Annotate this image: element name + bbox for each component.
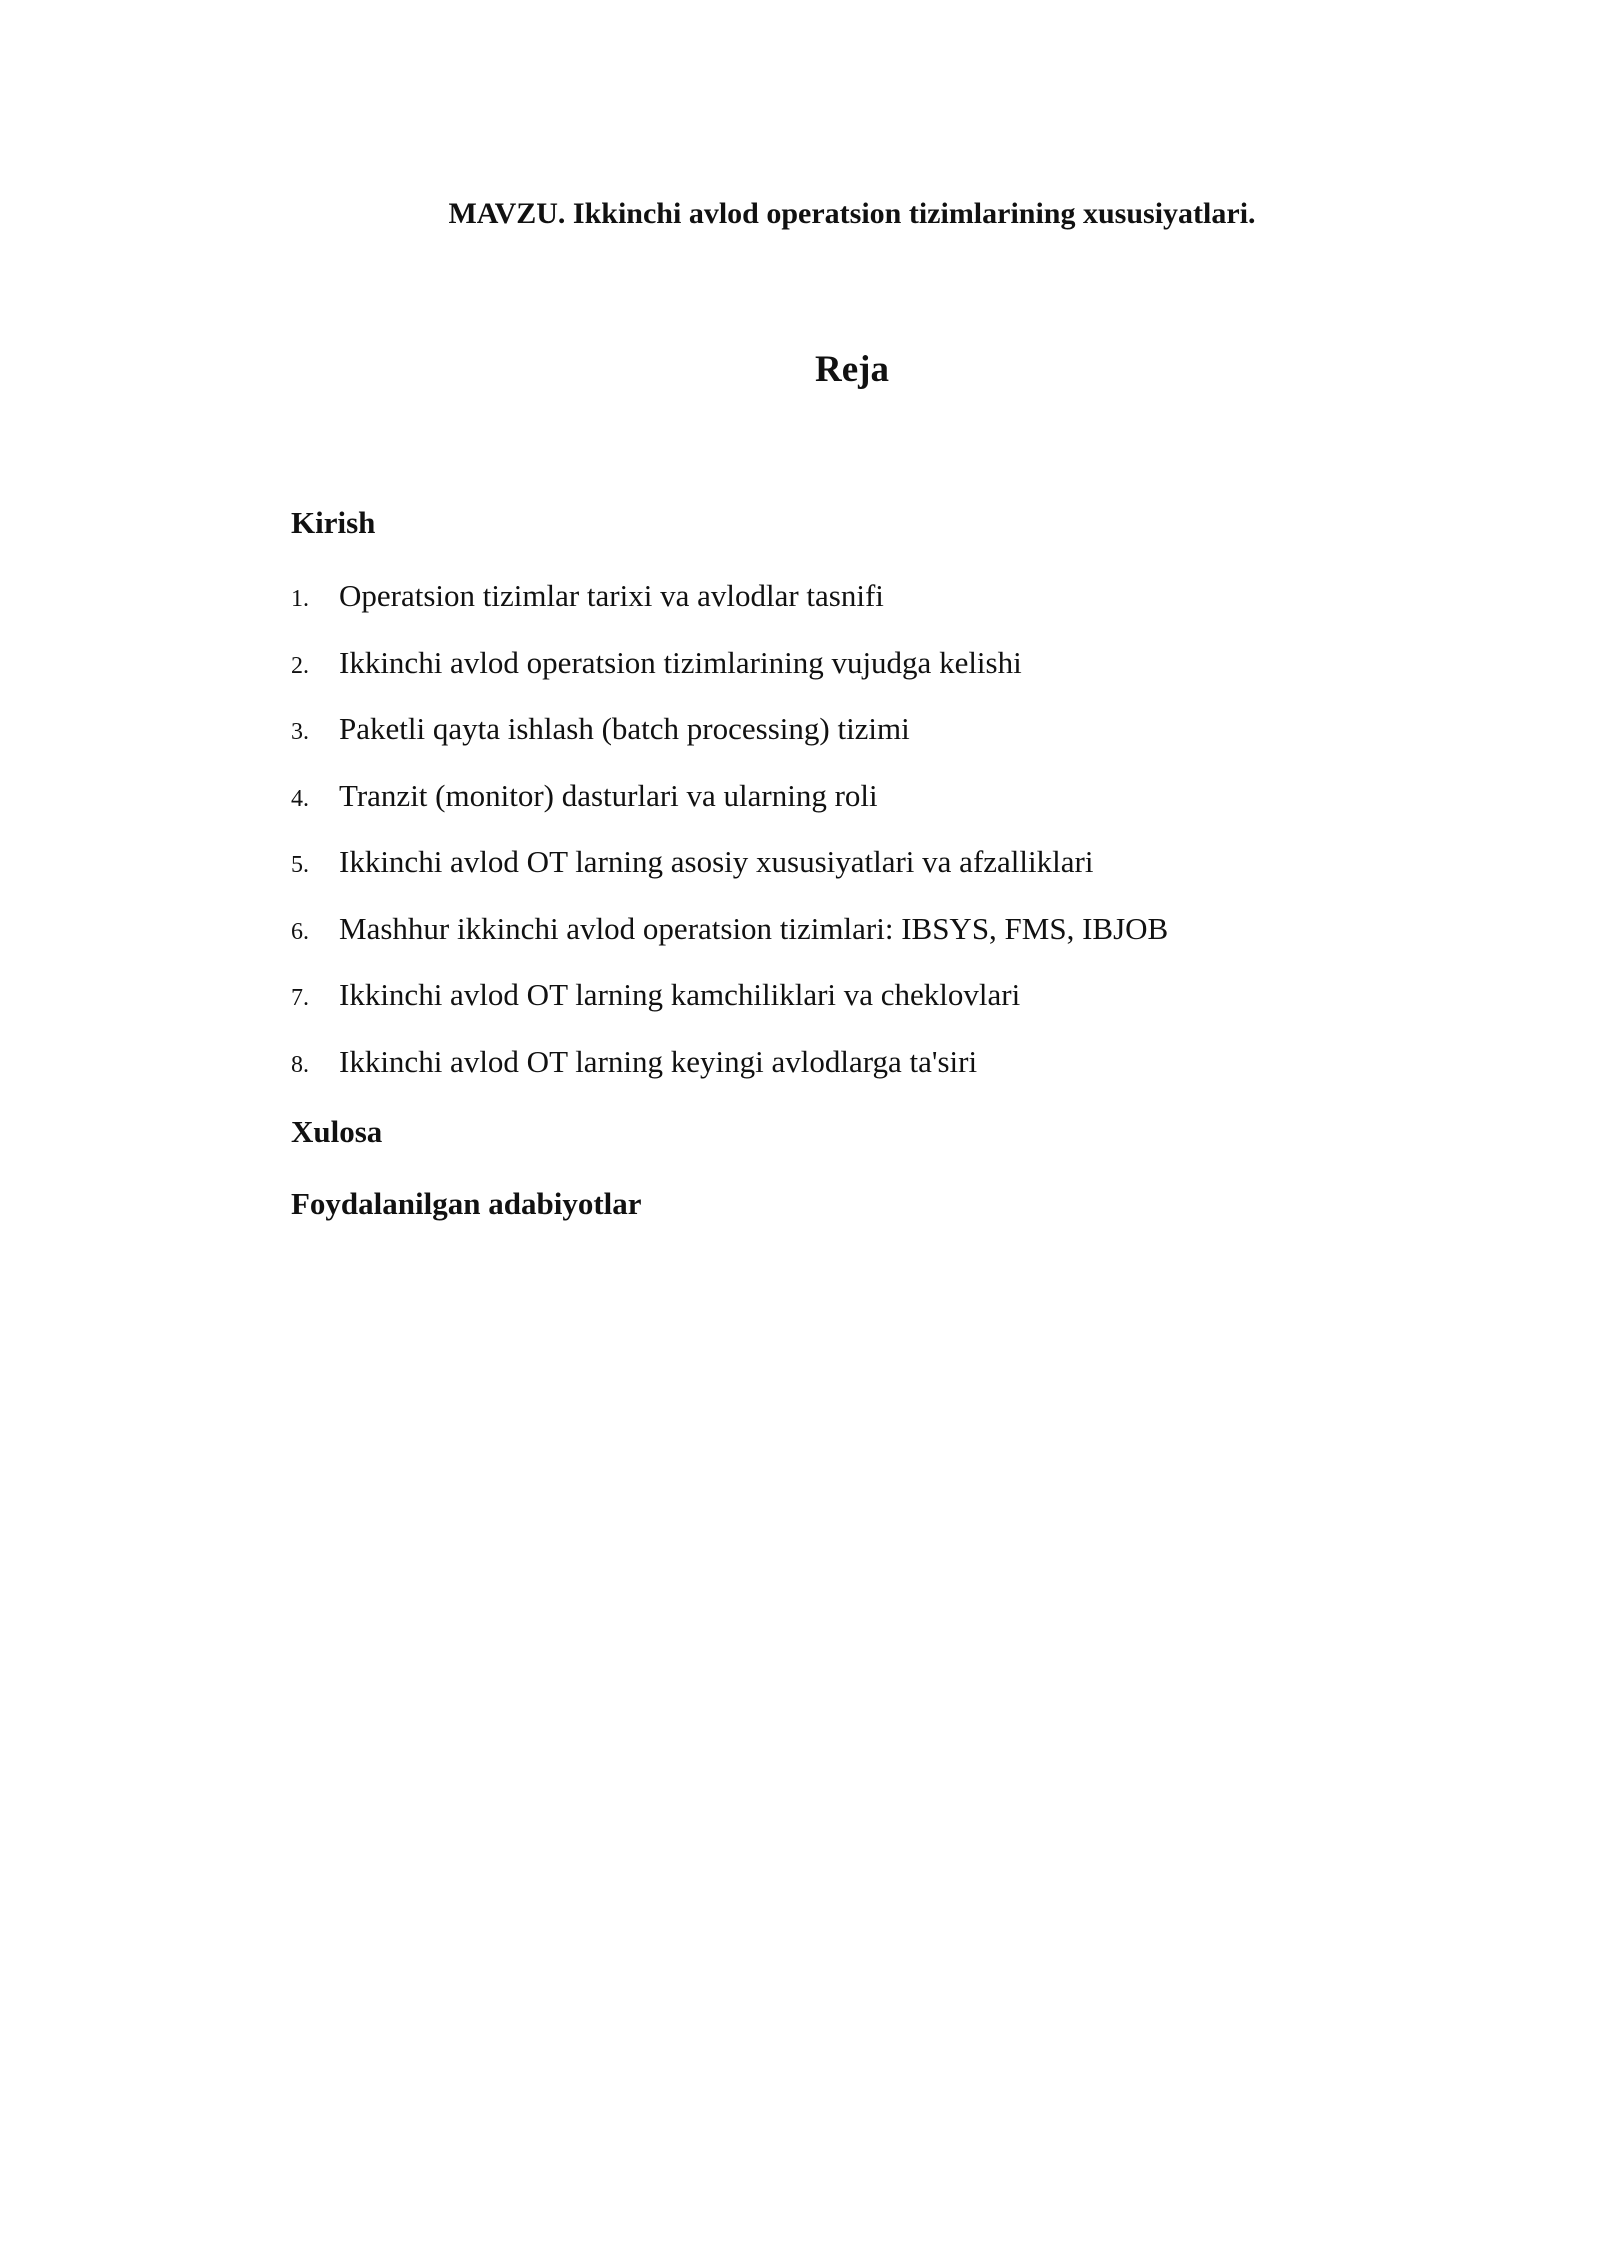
list-item	[291, 776, 1168, 843]
list-item-text: Mashhur ikkinchi avlod operatsion tizimlari: IBSYS, FMS, IBJOB	[339, 910, 1169, 946]
plan-list	[291, 576, 1168, 1108]
list-item-number: 8.	[291, 1051, 309, 1078]
list-item-number: 1.	[291, 586, 309, 612]
list-item-text: Ikkinchi avlod operatsion tizimlarining vujudga kelishi	[339, 644, 1022, 680]
intro-heading: Kirish	[291, 505, 376, 540]
list-item-number: 6.	[291, 918, 309, 945]
list-item-text: Tranzit (monitor) dasturlari va ularning roli	[339, 777, 878, 813]
topic-title: MAVZU. Ikkinchi avlod operatsion tizimlarining xususiyatlari.	[448, 197, 1256, 230]
list-item-number: 4.	[291, 785, 309, 812]
list-item	[291, 842, 1168, 909]
plan-heading: Reja	[815, 349, 889, 390]
list-item-number: 2.	[291, 652, 309, 679]
list-item	[291, 709, 1168, 776]
list-item	[291, 1042, 1168, 1109]
list-item-text: Paketli qayta ishlash (batch processing) tizimi	[339, 711, 910, 746]
references-heading: Foydalanilgan adabiyotlar	[291, 1186, 642, 1221]
list-item	[291, 576, 1168, 643]
list-item-number: 5.	[291, 852, 309, 878]
list-item-text: Ikkinchi avlod OT larning kamchiliklari va cheklovlari	[339, 977, 1021, 1012]
list-item-number: 7.	[291, 985, 309, 1011]
list-item-text: Ikkinchi avlod OT larning asosiy xususiyatlari va afzalliklari	[339, 844, 1094, 879]
list-item-number: 3.	[291, 719, 309, 745]
list-item	[291, 643, 1168, 710]
list-item-text: Ikkinchi avlod OT larning keyingi avlodlarga ta'siri	[339, 1043, 978, 1079]
list-item	[291, 975, 1168, 1042]
list-item-text: Operatsion tizimlar tarixi va avlodlar tasnifi	[339, 578, 884, 613]
conclusion-heading: Xulosa	[291, 1114, 383, 1149]
list-item	[291, 909, 1168, 976]
